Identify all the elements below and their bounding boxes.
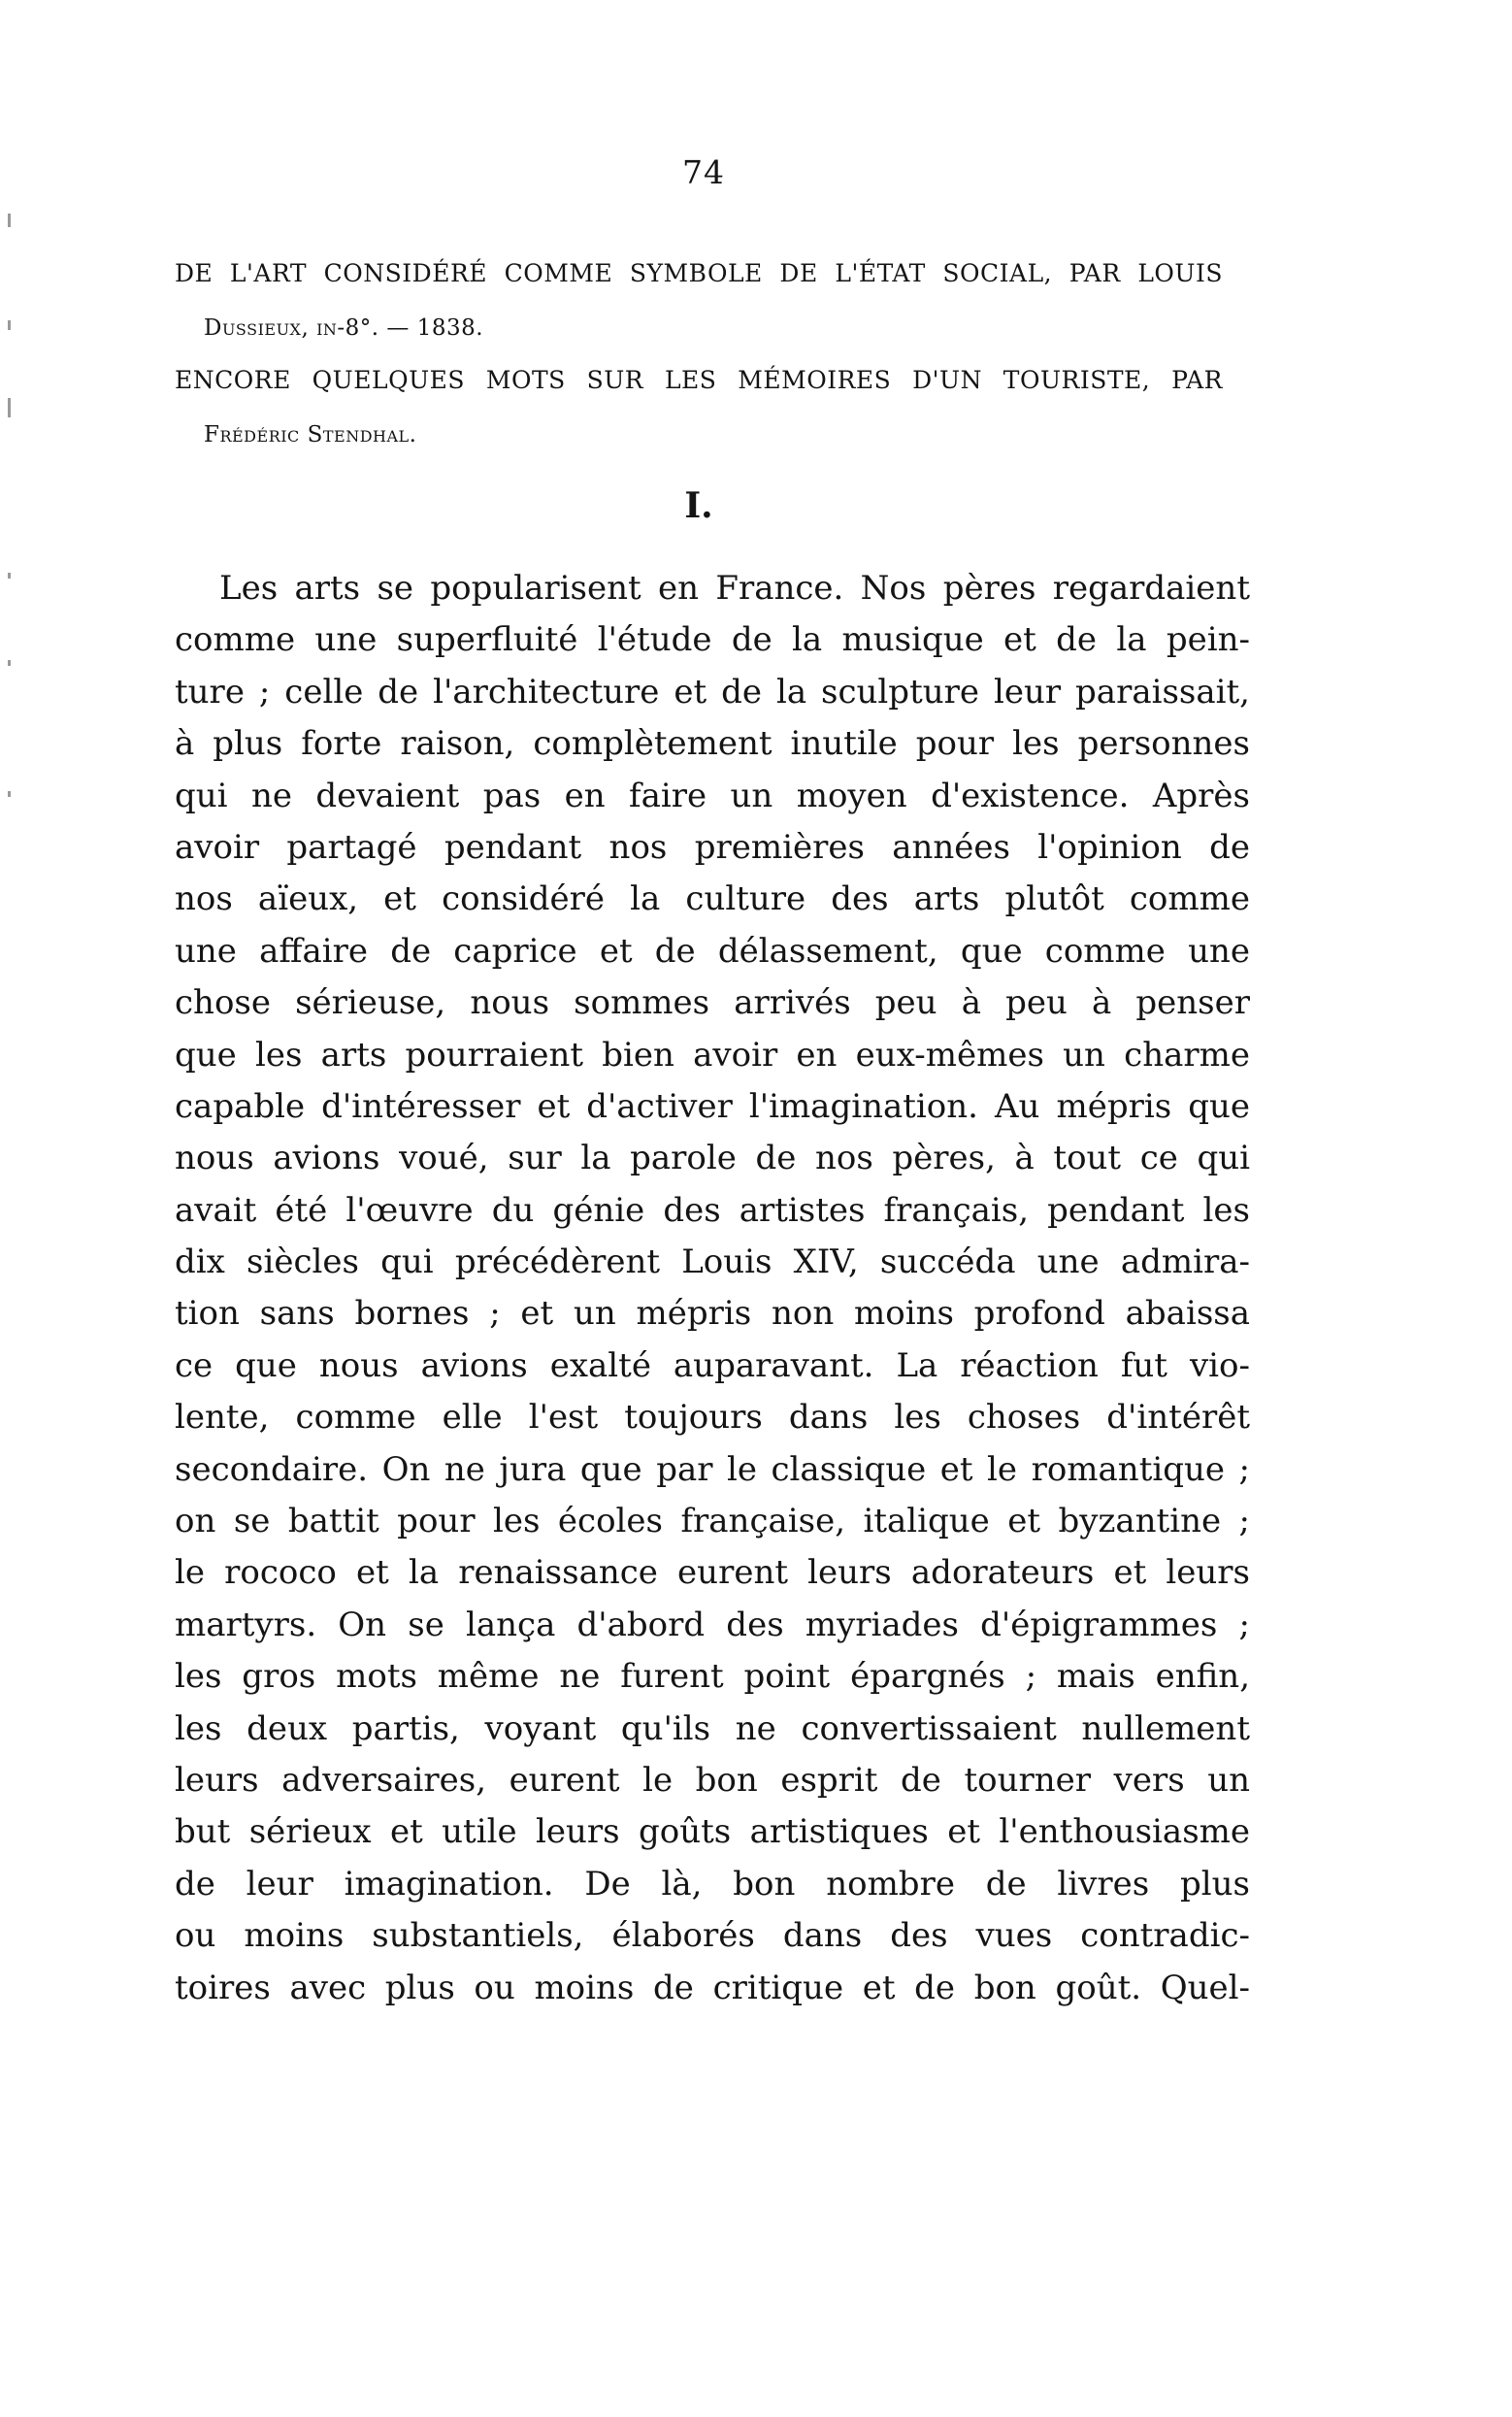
text-line: dix siècles qui précédèrent Louis XIV, succéda une admira-: [175, 1242, 1250, 1282]
margin-speck: [8, 573, 11, 579]
body-text: [175, 563, 1250, 2014]
text-line: Les arts se popularisent en France. Nos pères regardaient: [219, 569, 1250, 608]
bibliography-details: Frédéric Stendhal.: [204, 422, 417, 447]
bibliography-details: Dussieux, in-8°. — 1838.: [204, 315, 484, 341]
text-line: toires avec plus ou moins de critique et de bon goût. Quel-: [175, 1968, 1250, 2007]
text-line: de leur imagination. De là, bon nombre de livres plus: [175, 1864, 1250, 1904]
margin-speck: [8, 660, 11, 666]
margin-speck: [8, 320, 11, 330]
bibliography-title: DE L'ART CONSIDÉRÉ COMME SYMBOLE DE L'ÉTAT SOCIAL, PAR LOUIS: [175, 259, 1223, 287]
text-line: but sérieux et utile leurs goûts artistiques et l'enthousiasme: [175, 1812, 1250, 1852]
margin-speck: [8, 791, 11, 797]
text-line: à plus forte raison, complètement inutile pour les personnes: [175, 724, 1250, 764]
text-line: les deux partis, voyant qu'ils ne convertissaient nullement: [175, 1708, 1250, 1748]
text-line: secondaire. On ne jura que par le classique et le romantique ;: [175, 1449, 1250, 1489]
section-heading: I.: [684, 485, 713, 526]
text-line: ce que nous avions exalté auparavant. La réaction fut vio-: [175, 1345, 1250, 1385]
text-line: que les arts pourraient bien avoir en eux-mêmes un charme: [175, 1035, 1250, 1075]
text-line: leurs adversaires, eurent le bon esprit de tourner vers un: [175, 1760, 1250, 1800]
text-line: nous avions voué, sur la parole de nos pères, à tout ce qui: [175, 1139, 1250, 1178]
text-line: comme une superfluité l'étude de la musique et de la pein-: [175, 620, 1250, 660]
bibliography-title: ENCORE QUELQUES MOTS SUR LES MÉMOIRES D'UN TOURISTE, PAR: [175, 366, 1223, 394]
text-line: le rococo et la renaissance eurent leurs adorateurs et leurs: [175, 1553, 1250, 1593]
text-line: avait été l'œuvre du génie des artistes français, pendant les: [175, 1190, 1250, 1230]
text-line: nos aïeux, et considéré la culture des arts plutôt comme: [175, 879, 1250, 919]
text-line: capable d'intéresser et d'activer l'imagination. Au mépris que: [175, 1086, 1250, 1126]
text-line: les gros mots même ne furent point épargnés ; mais enfin,: [175, 1657, 1250, 1697]
text-line: ture ; celle de l'architecture et de la sculpture leur paraissait,: [175, 672, 1250, 712]
text-line: ou moins substantiels, élaborés dans des vues contradic-: [175, 1916, 1250, 1956]
text-line: on se battit pour les écoles française, italique et byzantine ;: [175, 1502, 1250, 1541]
page-number: 74: [682, 153, 725, 191]
text-line: qui ne devaient pas en faire un moyen d'existence. Après: [175, 776, 1250, 815]
margin-speck: [8, 398, 11, 417]
text-line: tion sans bornes ; et un mépris non moins profond abaissa: [175, 1294, 1250, 1334]
text-line: une affaire de caprice et de délassement, que comme une: [175, 931, 1250, 971]
text-line: chose sérieuse, nous sommes arrivés peu à peu à penser: [175, 983, 1250, 1023]
text-line: lente, comme elle l'est toujours dans les choses d'intérêt: [175, 1398, 1250, 1438]
text-line: avoir partagé pendant nos premières années l'opinion de: [175, 827, 1250, 867]
margin-speck: [8, 214, 11, 227]
bibliography-entry: [175, 247, 1223, 355]
bibliography-entry: [175, 353, 1223, 462]
text-line: martyrs. On se lança d'abord des myriades d'épigrammes ;: [175, 1605, 1250, 1644]
